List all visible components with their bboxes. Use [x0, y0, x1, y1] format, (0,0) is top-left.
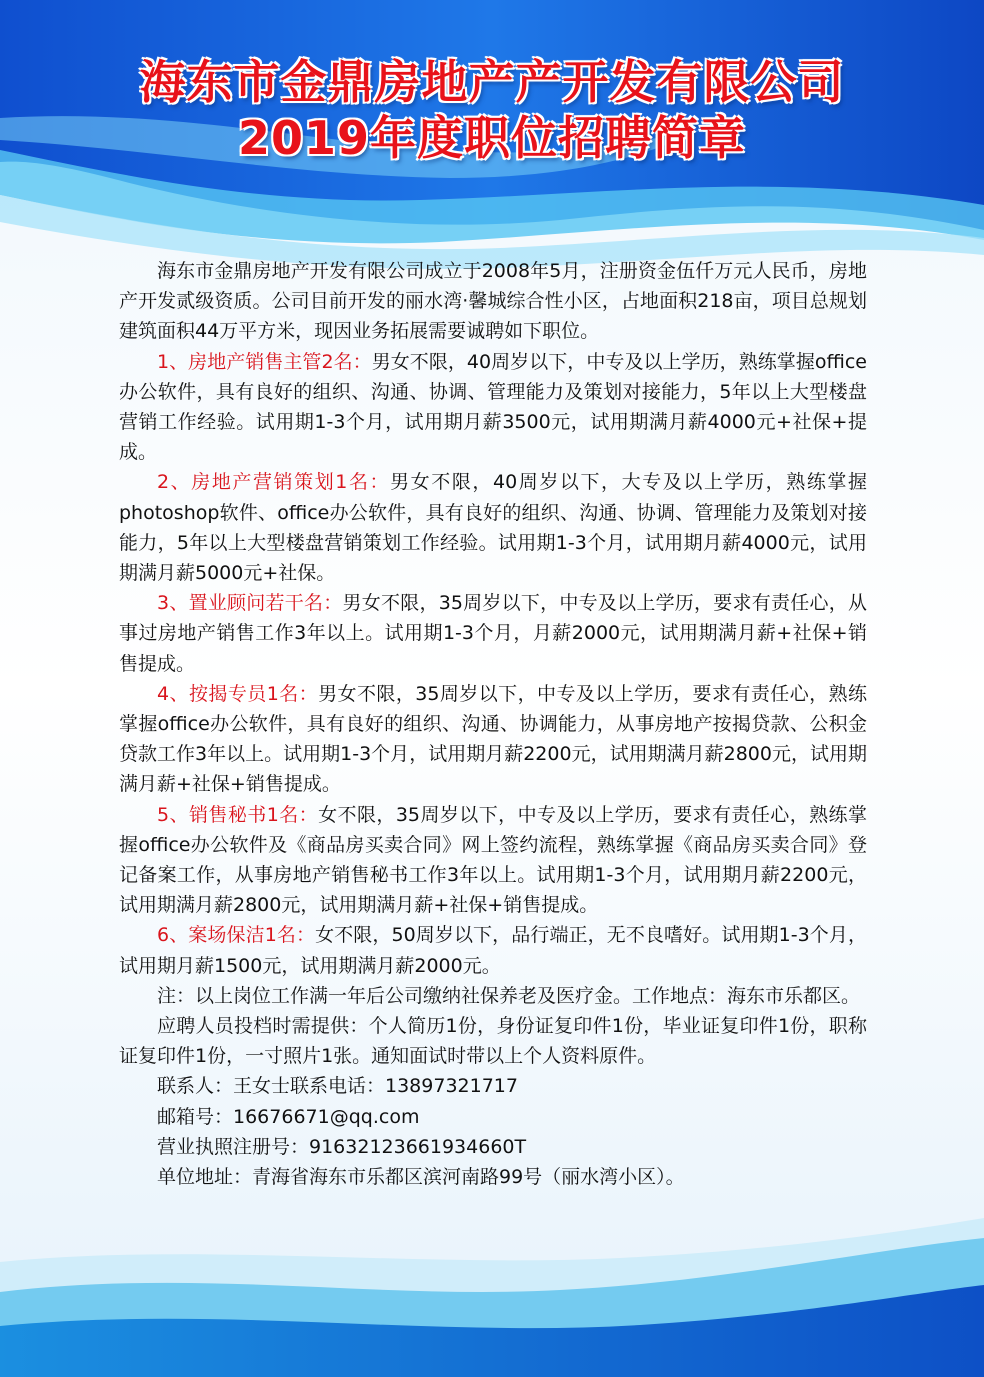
- position-requirements: 男女不限，35周岁以下，中专及以上学历，要求有责任心，从事过房地产销售工作3年以上。试用期1-3个月，月薪2000元，试用期满月薪+社保+销售提成。: [119, 592, 867, 675]
- position-requirements: 女不限，35周岁以下，中专及以上学历，要求有责任心，熟练掌握office办公软件及《商品房买卖合同》网上签约流程，熟练掌握《商品房买卖合同》登记备案工作，从事房地产销售秘书工作3年以上。试用期1-3个月，试用期月薪2200元，试用期满月薪2800元，试用期满月薪+社保+销售提成。: [119, 803, 867, 917]
- position-item: [119, 347, 867, 468]
- contact-email: 邮箱号：16676671@qq.com: [157, 1105, 420, 1128]
- position-requirements: 男女不限，40周岁以下，大专及以上学历，熟练掌握photoshop软件、office办公软件，具有良好的组织、沟通、协调、管理能力及策划对接能力，5年以上大型楼盘营销策划工作经验。试用期1-3个月，试用期月薪4000元，试用期满月薪5000元+社保。: [119, 471, 867, 585]
- recruitment-content: [119, 256, 867, 1192]
- poster-title-subtitle: 2019年度职位招聘简章: [237, 111, 747, 165]
- position-title: 3、置业顾问若干名：: [157, 592, 343, 615]
- benefits-note: 注：以上岗位工作满一年后公司缴纳社保养老及医疗金。工作地点：海东市乐都区。: [157, 984, 861, 1007]
- position-title: 5、销售秘书1名：: [157, 803, 319, 826]
- poster-title-company: 海东市金鼎房地产产开发有限公司: [139, 55, 845, 109]
- position-requirements: 男女不限，40周岁以下，中专及以上学历，熟练掌握office办公软件，具有良好的组织、沟通、协调、管理能力及策划对接能力，5年以上大型楼盘营销工作经验。试用期1-3个月，试用期月薪3500元，试用期满月薪4000元+社保+提成。: [119, 350, 867, 464]
- business-license: 营业执照注册号：91632123661934660T: [157, 1135, 527, 1158]
- position-requirements: 男女不限，35周岁以下，中专及以上学历，要求有责任心，熟练掌握office办公软件，具有良好的组织、沟通、协调能力，从事房地产按揭贷款、公积金贷款工作3年以上。试用期1-3个月，试用期月薪2200元，试用期满月薪2800元，试用期满月薪+社保+销售提成。: [119, 682, 867, 796]
- application-materials: 应聘人员投档时需提供：个人简历1份，身份证复印件1份，毕业证复印件1份，职称证复印件1份，一寸照片1张。通知面试时带以上个人资料原件。: [119, 1015, 867, 1068]
- position-requirements: 女不限，50周岁以下，品行端正，无不良嗜好。试用期1-3个月，试用期月薪1500元，试用期满月薪2000元。: [119, 924, 867, 977]
- position-title: 1、房地产销售主管2名：: [157, 350, 372, 373]
- position-item: [119, 679, 867, 800]
- company-intro: 海东市金鼎房地产开发有限公司成立于2008年5月，注册资金伍仟万元人民币，房地产开发贰级资质。公司目前开发的丽水湾·馨城综合性小区，占地面积218亩，项目总规划建筑面积44万平方米，现因业务拓展需要诚聘如下职位。: [119, 260, 867, 343]
- position-item: [119, 467, 867, 588]
- contact-person: 联系人：王女士联系电话：13897321717: [157, 1075, 518, 1098]
- position-title: 2、房地产营销策划1名：: [157, 471, 391, 494]
- company-address: 单位地址：青海省海东市乐都区滨河南路99号（丽水湾小区）。: [157, 1166, 685, 1189]
- position-title: 4、按揭专员1名：: [157, 682, 319, 705]
- position-title: 6、案场保洁1名：: [157, 924, 316, 947]
- position-item: [119, 800, 867, 921]
- position-item: [119, 588, 867, 679]
- position-item: [119, 920, 867, 980]
